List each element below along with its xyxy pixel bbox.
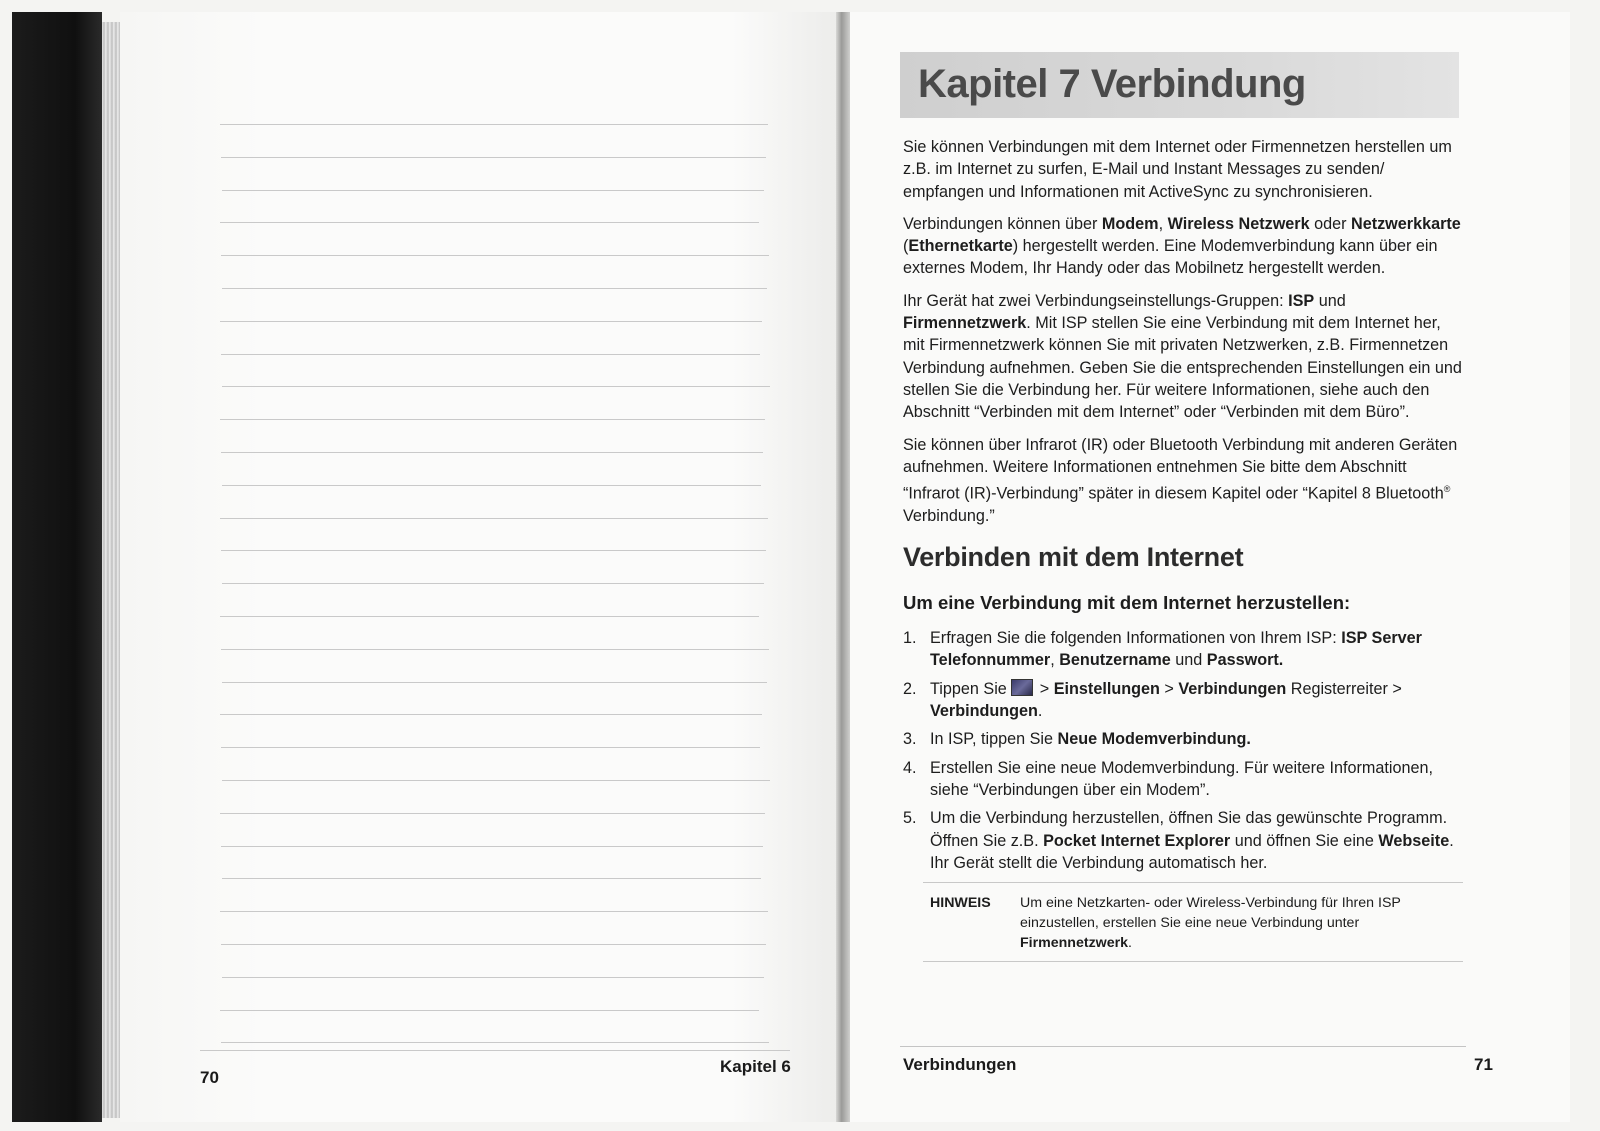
left-page bbox=[120, 12, 840, 1122]
ruled-line bbox=[220, 1010, 759, 1011]
right-page-content bbox=[903, 136, 1463, 962]
ruled-line bbox=[220, 911, 768, 912]
note-box bbox=[930, 893, 1463, 953]
left-page-number: 70 bbox=[200, 1068, 219, 1087]
ruled-line bbox=[221, 747, 760, 748]
right-footer-divider bbox=[900, 1046, 1466, 1047]
chapter-title: Kapitel 7 Verbindung bbox=[918, 62, 1306, 106]
ruled-line bbox=[221, 157, 766, 158]
left-footer-divider bbox=[200, 1050, 790, 1051]
right-page-number: 71 bbox=[1474, 1055, 1493, 1074]
ruled-line bbox=[220, 321, 762, 322]
ruled-line bbox=[221, 944, 766, 945]
right-footer-label: Verbindungen bbox=[903, 1055, 1017, 1074]
connection-types-paragraph: Verbindungen können über Modem, Wireless Netzwerk oder Netzwerkkarte (Ethernetkarte) hergestellt werden. Eine Modemverbindung kann über ein externes Modem, Ihr Handy oder das Mobilnetz hergestellt werden. bbox=[903, 214, 1461, 278]
list-item: 2. Tippen Sie > Einstellungen > Verbindungen Registerreiter > Verbindungen. bbox=[903, 679, 1402, 721]
ruled-line bbox=[220, 124, 768, 125]
list-item: 4. Erstellen Sie eine neue Modemverbindung. Für weitere Informationen, siehe “Verbindungen über ein Modem”. bbox=[903, 758, 1433, 799]
list-item: 3. In ISP, tippen Sie Neue Modemverbindung. bbox=[903, 730, 1251, 749]
ruled-line bbox=[222, 485, 761, 486]
ruled-line bbox=[220, 222, 759, 223]
list-item: 1. Erfragen Sie die folgenden Informationen von Ihrem ISP: ISP Server Telefonnummer, Benutzername und Passwort. bbox=[903, 629, 1422, 670]
ruled-line bbox=[221, 846, 763, 847]
ruled-line bbox=[221, 452, 763, 453]
ruled-line bbox=[220, 518, 768, 519]
note-top-divider bbox=[923, 882, 1463, 883]
ruled-line bbox=[221, 255, 769, 256]
note-label: HINWEIS bbox=[930, 895, 991, 912]
note-text: Um eine Netzkarten- oder Wireless-Verbindung für Ihren ISP einzustellen, erstellen Sie eine neue Verbindung unter Firmennetzwerk. bbox=[1020, 895, 1401, 952]
ruled-line bbox=[221, 550, 766, 551]
infrared-bluetooth-paragraph: Sie können über Infrarot (IR) oder Bluetooth Verbindung mit anderen Geräten aufnehmen. Weitere Informationen entnehmen Sie bitte dem Abschnitt “Infrarot (IR)-Verbindung” später in diesem Kapitel oder “Kapitel 8 Bluetooth® Verbindung.” bbox=[903, 435, 1458, 525]
ruled-line bbox=[222, 288, 767, 289]
page-edges bbox=[102, 22, 120, 1118]
note-bottom-divider bbox=[923, 961, 1463, 962]
book-gutter bbox=[836, 12, 850, 1122]
ruled-line bbox=[222, 386, 770, 387]
ruled-line bbox=[220, 419, 765, 420]
settings-groups-paragraph: Ihr Gerät hat zwei Verbindungseinstellungs-Gruppen: ISP und Firmennetzwerk. Mit ISP stellen Sie eine Verbindung mit dem Internet her, mit Firmennetzwerk können Sie mit privaten Netzwerken, z.B. Firmennetzen Verbindung aufnehmen. Geben Sie die entsprechenden Einstellungen ein und stellen Sie die Verbindung her. Für weitere Informationen, siehe auch den Abschnitt “Verbinden mit dem Internet” oder “Verbinden mit dem Büro”. bbox=[903, 291, 1462, 422]
procedure-heading: Um eine Verbindung mit dem Internet herzustellen: bbox=[903, 592, 1351, 614]
book-spine-shadow bbox=[12, 12, 102, 1122]
intro-paragraph: Sie können Verbindungen mit dem Internet oder Firmennetzen herstellen um z.B. im Internet zu surfen, E-Mail und Instant Messages zu senden/ empfangen und Informationen mit ActiveSync zu synchronisieren. bbox=[903, 138, 1452, 201]
section-heading: Verbinden mit dem Internet bbox=[903, 542, 1244, 573]
left-footer-label: Kapitel 6 bbox=[720, 1057, 791, 1076]
windows-start-icon bbox=[1011, 679, 1033, 696]
ruled-line bbox=[222, 780, 770, 781]
ruled-line bbox=[222, 682, 767, 683]
ruled-line bbox=[220, 616, 759, 617]
ruled-line bbox=[222, 977, 764, 978]
ruled-line bbox=[222, 190, 764, 191]
ruled-line bbox=[220, 714, 762, 715]
ruled-line bbox=[221, 354, 760, 355]
list-item: 5. Um die Verbindung herzustellen, öffnen Sie das gewünschte Programm. Öffnen Sie z.B. Pocket Internet Explorer und öffnen Sie eine Webseite. Ihr Gerät stellt die Verbindung automatisch her. bbox=[903, 809, 1454, 872]
ruled-line bbox=[222, 878, 761, 879]
ruled-line bbox=[221, 1042, 769, 1043]
ruled-line bbox=[221, 649, 769, 650]
procedure-steps bbox=[903, 627, 1463, 874]
ruled-line bbox=[222, 583, 764, 584]
ruled-line bbox=[220, 813, 765, 814]
